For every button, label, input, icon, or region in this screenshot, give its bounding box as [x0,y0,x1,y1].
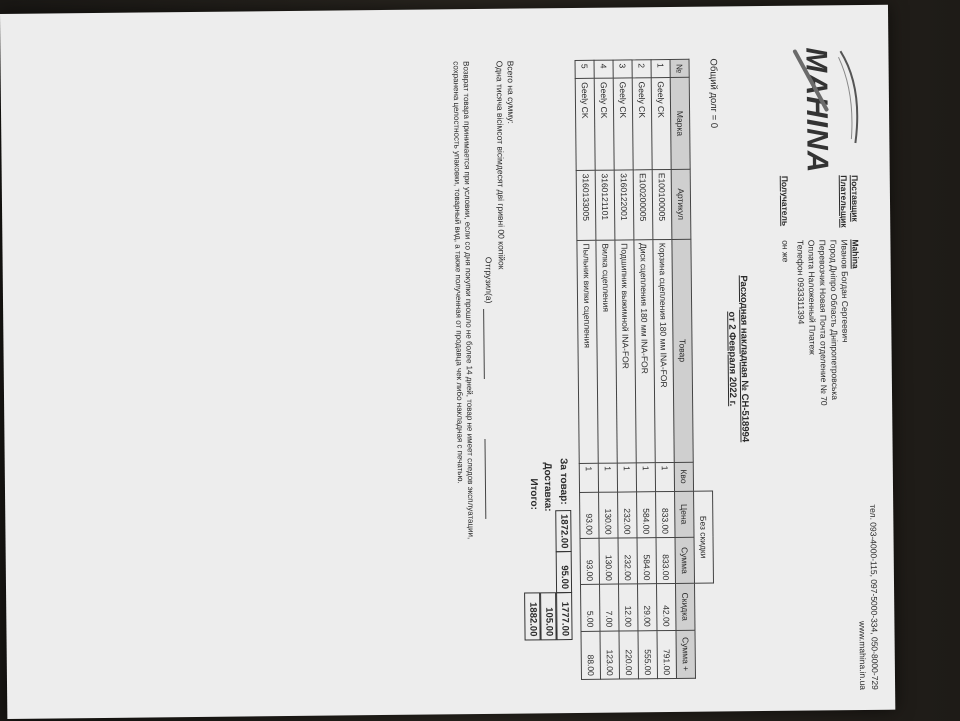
debt-text: Общий долг = 0 [707,58,720,129]
cell-price: 584.00 [637,491,656,537]
receiver-label: Получатель [779,175,791,227]
table-spacer [695,583,715,678]
receiver-value: он же [780,240,791,263]
cell-name: Пыльник вилки сцепления [577,240,598,463]
shipped-label: Отгрузил(а) [483,256,495,304]
cell-sku: 3160121101 [595,170,615,240]
payer-line: Перевозчик Новая Почта отделение № 70 [817,239,830,406]
cell-no: 3 [613,60,632,78]
col-header-total: Сумма + [676,630,696,679]
contact-phones: тел. 093-4000-115, 097-5000-334, 050-8000-729 [868,504,881,690]
cell-total: 88.00 [581,631,601,680]
cell-sku: E100100005 [652,169,672,239]
receiver-row [779,176,792,406]
logo-swoosh-icon [834,47,865,147]
cell-qty: 1 [598,463,617,492]
cell-sum: 130.00 [599,538,618,584]
cell-sum: 584.00 [637,538,656,584]
cell-name: Корзина сцепления 180 мм INA-FOR [653,239,674,462]
logo-text: MAHINA [799,47,834,174]
col-header-qty: Кво [674,462,693,491]
sum-words-label: Всего на сумму: [505,60,517,124]
document-title: Расходная накладная № СН-518994 [737,275,751,443]
cell-sum: 232.00 [618,538,637,584]
cell-discount: 42.00 [657,584,676,630]
cell-discount: 29.00 [638,584,657,630]
payer-row [794,175,851,406]
cell-name: Вилка сцепления [596,240,617,463]
cell-brand: Geely CK [632,78,652,170]
cell-total: 791.00 [657,630,677,679]
no-discount-header: Без скидки [694,491,714,584]
cell-qty: 1 [636,462,655,491]
cell-discount: 7.00 [600,584,619,630]
cell-qty: 1 [617,462,636,491]
cell-total: 220.00 [619,630,639,679]
cell-sku: 3160122001 [614,170,634,240]
col-header-brand: Марка [670,78,690,170]
payer-details [794,239,851,405]
items-table [575,59,715,680]
cell-no: 2 [632,60,651,78]
supplier-value: Mahina [850,239,861,269]
for-goods-discount: 95.00 [556,551,572,593]
cell-discount: 12.00 [619,584,638,630]
cell-total: 555.00 [638,630,658,679]
return-policy-line: сохранена целостность упаковки, товарный вид, а также полученная от продавца чек либо накладная с печатью. [451,61,465,484]
document-date: от 2 Февраля 2022 г. [726,311,739,407]
return-policy [451,61,477,681]
cell-no: 5 [575,60,594,78]
col-header-sum: Сумма [675,537,694,583]
document-title-block [722,6,753,711]
cell-no: 1 [651,59,670,77]
payer-line: Иванов Богдан Сергеевич [839,239,851,343]
supplier-label: Поставщик [849,175,861,222]
payer-line: Телефон 0933311394 [795,239,807,325]
cell-name: Подшипник выжимной INA-FOR [615,240,636,463]
cell-no: 4 [594,60,613,78]
sum-in-words [494,61,518,270]
cell-qty: 1 [579,463,598,492]
col-header-name: Товар [672,239,693,462]
cell-qty: 1 [655,462,674,491]
cell-sum: 833.00 [656,537,675,583]
col-header-price: Цена [675,491,694,537]
delivery-value: 105.00 [540,592,557,640]
cell-brand: Geely CK [651,78,671,170]
invoice-document [0,5,895,719]
cell-price: 232.00 [618,492,637,538]
mahina-logo [794,47,865,174]
contacts-block [855,504,881,690]
cell-brand: Geely CK [613,78,633,170]
cell-price: 130.00 [599,492,618,538]
col-header-discount: Скидка [676,583,695,629]
cell-sku: 3160133005 [576,170,596,240]
col-header-sku: Артикул [671,169,691,239]
delivery-label: Доставка: [541,462,554,512]
for-goods-label: За товар: [557,458,570,505]
parties-block [779,175,862,406]
for-goods-sum: 1872.00 [555,510,571,552]
cell-discount: 5.00 [581,584,600,630]
payer-label: Плательщик [838,175,850,228]
totals-block [527,60,573,680]
contact-site: www.mahina.in.ua [857,620,869,691]
total-label: Итого: [527,478,540,511]
cell-name: Диск сцепления 180 мм INA-FOR [634,239,655,462]
cell-sum: 93.00 [580,538,599,584]
cell-price: 93.00 [580,492,599,538]
col-header-no: № [670,59,689,77]
sum-words-value: Одна тисяча вiсiмсот вiсiмдесят двi гривнi 00 копiйок [494,60,507,270]
cell-brand: Geely CK [594,78,614,170]
cell-price: 833.00 [656,491,675,537]
cell-sku: E100200005 [633,169,653,239]
for-goods-total: 1777.00 [556,592,573,640]
signature-line [484,439,486,519]
payer-line: Город Днiпро Область Днiпропетровська [828,239,841,401]
cell-total: 123.00 [600,631,620,680]
return-policy-line: Возврат товара принимается при условии, если со дня покупки прошло не более 14 дней, товар не имеет следов эксплуатации, [461,61,476,540]
paper-sheet [0,5,895,719]
signature-line [483,309,485,379]
cell-brand: Geely CK [575,79,595,171]
payer-line: Оплата Наложенный Платеж [806,239,818,355]
total-value: 1882.00 [524,592,541,640]
